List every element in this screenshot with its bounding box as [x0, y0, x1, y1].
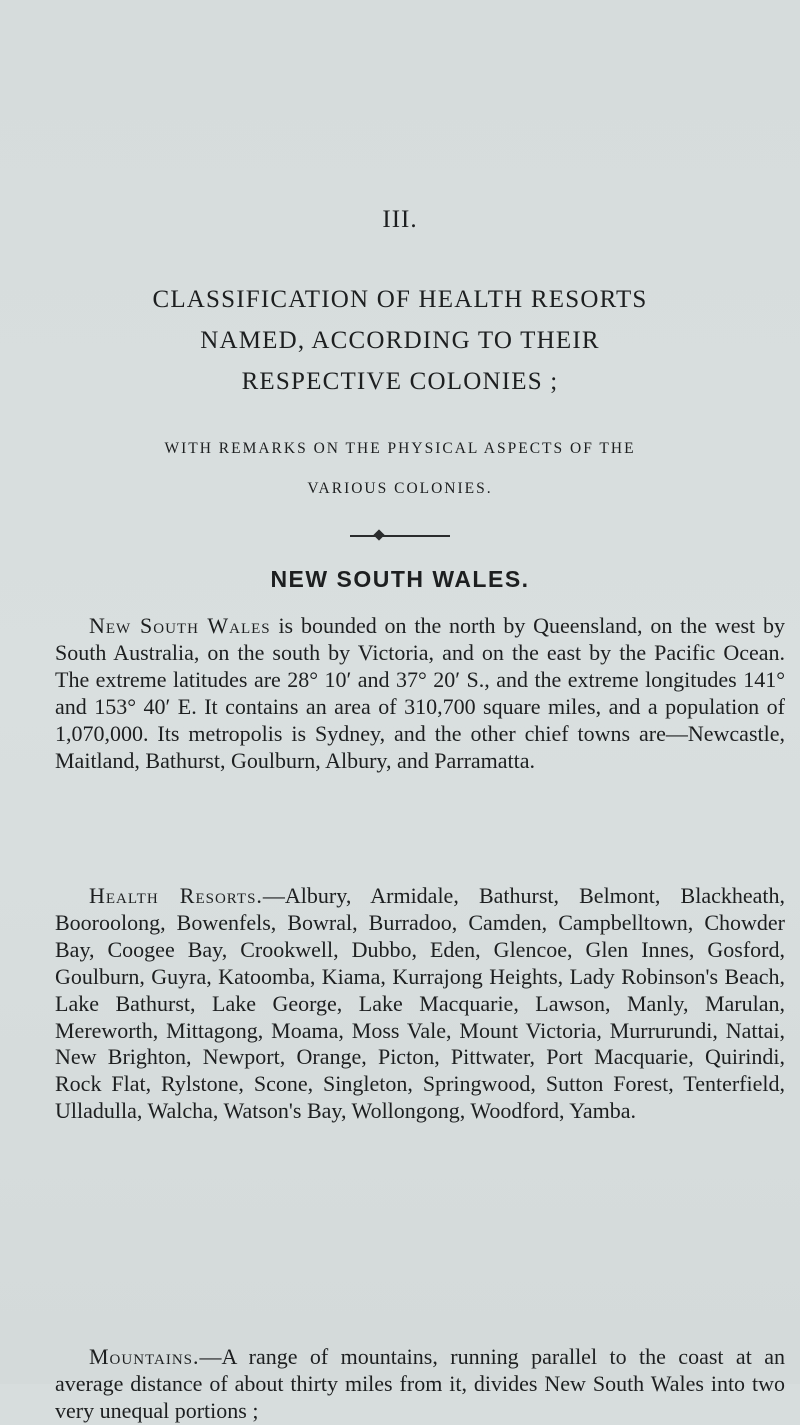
section-heading: NEW SOUTH WALES. [270, 566, 530, 592]
divider-diamond-icon [373, 529, 384, 540]
paragraph-text: —Albury, Armidale, Bathurst, Belmont, Blackheath, Booroolong, Bowenfels, Bowral, Burradoo, Camden, Campbelltown, Chowder Bay, Coogee Bay, Crookwell, Dubbo, Eden, Glencoe, Glen Innes, Gosford, Goulburn, Guyra, Katoomba, Kiama, Kurrajong Heights, Lady Robinson's Beach, Lake Bathurst, Lake George, Lake Macquarie, Lawson, Manly, Marulan, Mereworth, Mittagong, Moama, Moss Vale, Mount Victoria, Murrurundi, Nattai, New Brighton, Newport, Orange, Picton, Pittwater, Port Macquarie, Quirindi, Rock Flat, Rylstone, Scone, Singleton, Springwood, Sutton Forest, Tenterfield, Ulladulla, Walcha, Watson's Bay, Wollongong, Woodford, Yamba. [55, 883, 785, 1124]
paragraph-intro [55, 613, 785, 774]
chapter-title-line-2: NAMED, ACCORDING TO THEIR [200, 327, 600, 354]
subtitle-line-2: VARIOUS COLONIES. [307, 480, 493, 497]
chapter-title-line-1: CLASSIFICATION OF HEALTH RESORTS [152, 286, 648, 313]
paragraph-lead: Mountains. [89, 1344, 200, 1369]
paragraph-lead: New South Wales [89, 613, 271, 638]
ornamental-divider [350, 535, 450, 537]
chapter-title-line-3: RESPECTIVE COLONIES ; [241, 368, 559, 395]
paragraph-mountains [55, 1344, 785, 1425]
paragraph-text: is bounded on the north by Queensland, on the west by South Australia, on the south by Victoria, and on the east by the Pacific Ocean. The extreme latitudes are 28° 10′ and 37° 20′ S., and the extreme longitudes 141° and 153° 40′ E. It contains an area of 310,700 square miles, and a population of 1,070,000. Its metropolis is Sydney, and the other chief towns are—Newcastle, Maitland, Bathurst, Goulburn, Albury, and Parramatta. [55, 613, 785, 773]
chapter-number: III. [382, 206, 418, 233]
paragraph-health-resorts [55, 883, 785, 1125]
subtitle-line-1: WITH REMARKS ON THE PHYSICAL ASPECTS OF THE [164, 440, 636, 457]
paragraph-text: —A range of mountains, running parallel to the coast at an average distance of about thirty miles from it, divides New South Wales into two very unequal portions ; [55, 1344, 785, 1423]
paragraph-lead: Health Resorts. [89, 883, 263, 908]
